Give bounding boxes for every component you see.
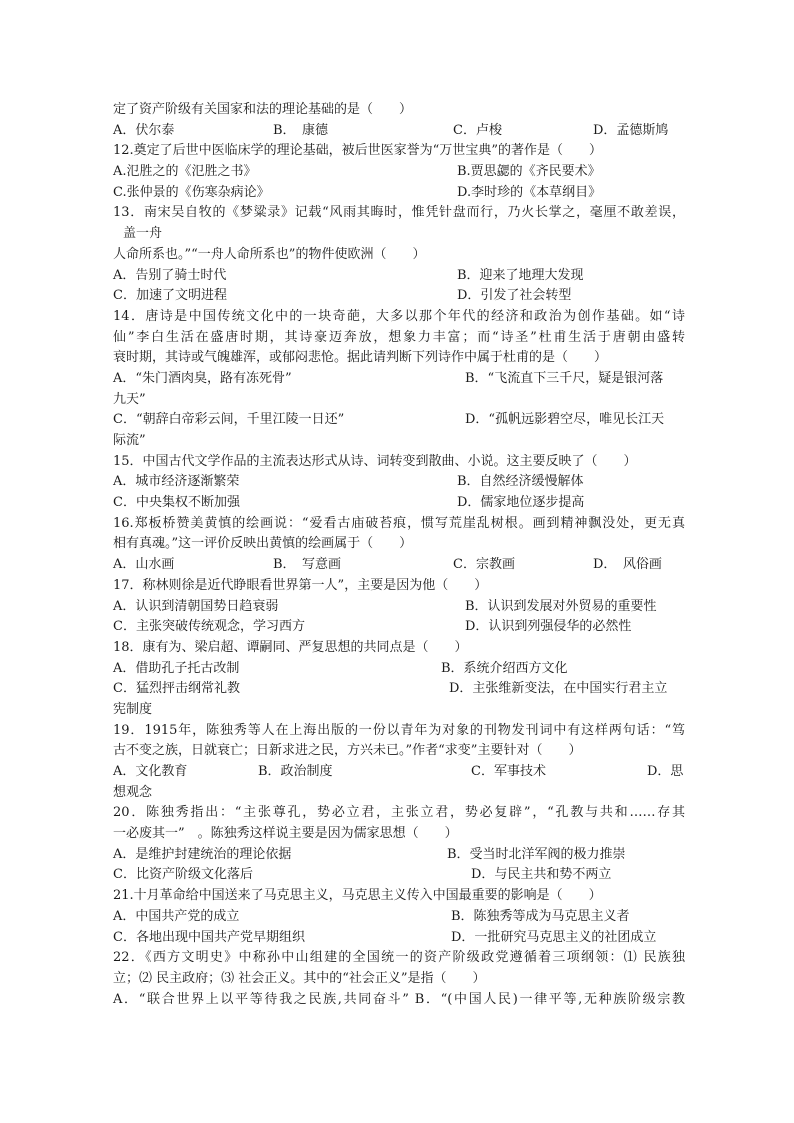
option-a: A．告别了骑士时代 — [113, 267, 227, 283]
question-line — [113, 452, 685, 473]
option-row — [113, 121, 685, 142]
option-row — [113, 183, 685, 204]
option-b: B.贾思勰的《齐民要术》 — [457, 164, 601, 180]
option-a: A．中国共产党的成立 — [113, 908, 240, 924]
question-line — [113, 141, 685, 162]
option-row — [113, 617, 685, 638]
question-stem: 12.奠定了后世中医临床学的理论基础，被后世医家誉为“万世宝典”的著作是（ ） — [113, 143, 602, 159]
question-line — [113, 307, 685, 328]
option-row — [113, 597, 685, 618]
question-stem: 14．唐诗是中国传统文化中的一块奇葩，大多以那个年代的经济和政治为创作基础。如“诗 — [113, 308, 685, 324]
option-a: A．认识到清朝国势日趋衰弱 — [113, 598, 279, 614]
option-row — [113, 928, 685, 949]
question-line — [113, 534, 685, 555]
option-d: D．“孤帆远影碧空尽，唯见长江天 — [465, 412, 665, 428]
option-row — [113, 431, 685, 452]
question-stem: 盖一舟 — [123, 226, 163, 242]
question-stem: 20．陈独秀指出：“主张尊孔，势必立君，主张立君，势必复辟”，“孔教与共和……存其 — [113, 805, 685, 821]
option-c: C．军事技术 — [471, 764, 546, 779]
question-stem: 相有真魂。”这一评价反映出黄慎的绘画属于（ ） — [113, 536, 413, 552]
question-stem: 立；⑵ 民主政府；⑶ 社会正义。其中的“社会正义”是指（ ） — [113, 970, 486, 986]
option-c: C．加速了文明进程 — [113, 288, 227, 304]
option-c: C．猛烈抨击纲常礼教 — [113, 681, 240, 697]
option-d: D．儒家地位逐步提高 — [457, 495, 585, 511]
question-line — [113, 348, 685, 369]
question-stem: 22．《西方文明史》中称孙中山组建的全国统一的资产阶级政党遵循着三项纲领：⑴ 民族独 — [113, 950, 685, 966]
question-line — [113, 741, 685, 762]
option-row — [113, 493, 685, 514]
question-stem: 古不变之族，日就衰亡；日新求进之民，方兴未已。”作者“求变”主要针对（ ） — [113, 743, 582, 759]
option-d: D．思 — [647, 764, 684, 779]
option-d: D． 风俗画 — [593, 557, 662, 573]
question-stem: 13．南宋吴自牧的《梦粱录》记载“风雨其晦时，惟凭针盘而行，乃火长掌之，毫厘不敢差误， — [113, 205, 685, 221]
option-row — [113, 162, 685, 183]
option-d: D．与民主共和势不两立 — [471, 867, 612, 883]
question-line — [113, 328, 685, 349]
option-a: A．文化教育 — [113, 764, 188, 779]
option-row — [113, 555, 685, 576]
option-row — [113, 659, 685, 680]
question-stem: 21.十月革命给中国送来了马克思主义，马克思主义传入中国最重要的影响是（ ） — [113, 888, 602, 904]
question-stem: 一必废其一” 。陈独秀这样说主要是因为儒家思想（ ） — [113, 826, 458, 842]
option-d-continued: 宪制度 — [113, 701, 153, 717]
option-c: C．卢梭 — [453, 122, 502, 138]
option-d: D.李时珍的《本草纲目》 — [457, 184, 602, 200]
question-line — [113, 969, 685, 990]
option-d: D．一批研究马克思主义的社团成立 — [451, 929, 657, 945]
question-line — [113, 824, 685, 845]
question-line — [113, 514, 685, 535]
option-c: C．各地出现中国共产党早期组织 — [113, 929, 305, 945]
question-line — [113, 576, 685, 597]
option-b: B．自然经济缓慢解体 — [457, 474, 584, 490]
option-a: A．“朱门酒肉臭，路有冻死骨” — [113, 370, 292, 386]
question-line — [113, 638, 685, 659]
option-d: D．认识到列强侵华的必然性 — [465, 619, 632, 635]
option-row — [113, 990, 685, 1011]
question-line — [113, 803, 685, 824]
question-stem: 19．1915年，陈独秀等人在上海出版的一份以青年为对象的刊物发刊词中有这样两句话：“笃 — [113, 722, 685, 738]
option-c: C．主张突破传统观念，学习西方 — [113, 619, 305, 635]
question-stem: 仙”李白生活在盛唐时期，其诗豪迈奔放，想象力丰富；而“诗圣”杜甫生活于唐朝由盛转 — [113, 329, 685, 345]
question-stem: 16.郑板桥赞美黄慎的绘画说：“爱看古庙破苔痕，惯写荒崖乱树根。画到精神飘没处，更无真 — [113, 515, 685, 531]
option-c: C．“朝辞白帝彩云间，千里江陵一日还” — [113, 412, 345, 428]
option-b: B．认识到发展对外贸易的重要性 — [465, 598, 657, 614]
option-row — [113, 472, 685, 493]
option-d-continued: 际流” — [113, 433, 146, 448]
option-a: A．借助孔子托古改制 — [113, 660, 240, 676]
option-d: D．主张维新变法，在中国实行君主立 — [449, 681, 668, 697]
question-stem: 人命所系也。”“一舟人命所系也”的物件使欧洲（ ） — [113, 246, 426, 262]
option-a: A．山水画 — [113, 557, 175, 573]
option-b: B．“飞流直下三千尺，疑是银河落 — [465, 370, 664, 386]
option-b: B．政治制度 — [258, 764, 333, 779]
question-line — [113, 886, 685, 907]
option-row — [113, 410, 685, 431]
question-stem: 衰时期，其诗或气魄雄浑，或郁闷悲怆。据此请判断下列诗作中属于杜甫的是（ ） — [113, 350, 608, 366]
option-b-continued: 九天” — [113, 391, 146, 407]
option-b: B．陈独秀等成为马克思主义者 — [451, 908, 630, 924]
option-b: B．受当时北洋军阀的极力推崇 — [447, 846, 626, 862]
option-row — [113, 369, 685, 390]
option-a: A．是维护封建统治的理论依据 — [113, 846, 292, 862]
option-c: C.张仲景的《伤寒杂病论》 — [113, 184, 270, 200]
option-row — [113, 762, 685, 783]
option-row — [113, 907, 685, 928]
question-line — [113, 203, 685, 224]
option-row — [113, 700, 685, 721]
question-line — [113, 948, 685, 969]
option-row — [113, 286, 685, 307]
option-d: D．引发了社会转型 — [457, 288, 572, 304]
question-stem: 15．中国古代文学作品的主流表达形式从诗、词转变到散曲、小说。这主要反映了（ ） — [113, 453, 637, 469]
option-row — [113, 266, 685, 287]
option-b: B． 写意画 — [273, 557, 342, 573]
option-d-continued: 想观念 — [113, 784, 153, 800]
question-line — [113, 245, 685, 266]
option-c: C．中央集权不断加强 — [113, 495, 240, 511]
option-b: B． 康德 — [273, 122, 329, 138]
option-c: C．比资产阶级文化落后 — [113, 867, 253, 883]
option-b: B．系统介绍西方文化 — [441, 660, 568, 676]
option-a: A．城市经济逐渐繁荣 — [113, 474, 240, 490]
option-row — [113, 845, 685, 866]
question-line — [113, 721, 685, 742]
option-a: A．伏尔泰 — [113, 122, 175, 138]
question-line — [113, 224, 685, 245]
question-line — [113, 100, 685, 121]
question-stem: 18．康有为、梁启超、谭嗣同、严复思想的共同点是（ ） — [113, 639, 468, 655]
exam-page — [113, 100, 685, 1010]
question-stem: 定了资产阶级有关国家和法的理论基础的是（ ） — [113, 102, 413, 117]
option-row — [113, 865, 685, 886]
option-row — [113, 390, 685, 411]
option-d: D．孟德斯鸠 — [593, 122, 669, 138]
option-a: A.氾胜之的《氾胜之书》 — [113, 164, 257, 180]
option-ab: A．“联合世界上以平等待我之民族,共同奋斗” B．“(中国人民)一律平等,无种族阶级宗教 — [113, 991, 685, 1007]
option-b: B．迎来了地理大发现 — [457, 267, 584, 283]
question-stem: 17．称林则徐是近代睁眼看世界第一人”，主要是因为他（ ） — [113, 577, 488, 593]
option-c: C．宗教画 — [453, 557, 515, 573]
option-row — [113, 783, 685, 804]
option-row — [113, 679, 685, 700]
